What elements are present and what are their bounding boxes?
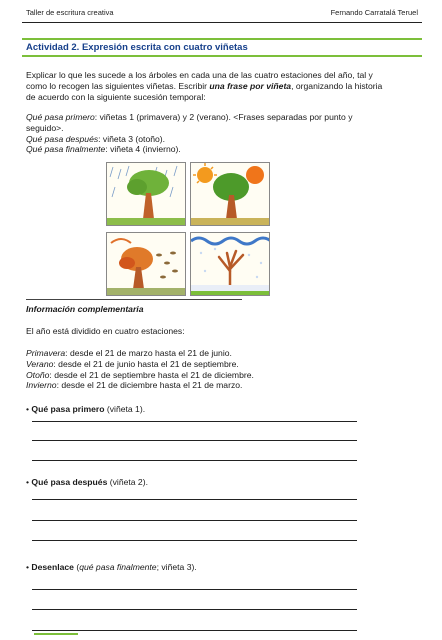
- title-rule-top: [22, 38, 422, 40]
- answer-line[interactable]: [32, 499, 357, 500]
- intro-emphasis: una frase por viñeta: [209, 80, 292, 91]
- sequence-line-2: Qué pasa después: viñeta 3 (otoño).: [26, 133, 166, 144]
- info-title: Información complementaria: [26, 304, 144, 314]
- season-spring: Primavera: desde el 21 de marzo hasta el 21 de junio.: [26, 348, 232, 358]
- question-3: • Desenlace (qué pasa finalmente; viñeta 3).: [26, 562, 197, 572]
- header-right: Fernando Carratalá Teruel: [330, 8, 418, 17]
- answer-line[interactable]: [32, 609, 357, 610]
- question-1: • Qué pasa primero (viñeta 1).: [26, 404, 146, 414]
- info-separator: [26, 299, 242, 300]
- season-autumn: Otoño: desde el 21 de septiembre hasta el 21 de diciembre.: [26, 369, 254, 380]
- answer-line[interactable]: [32, 460, 357, 461]
- sequence-line-1: Qué pasa primero: viñetas 1 (primavera) y 2 (verano). <Frases separadas por punto y: [26, 112, 353, 122]
- question-2: • Qué pasa después (viñeta 2).: [26, 477, 148, 487]
- sequence-block: [26, 112, 406, 155]
- panel-winter: [190, 232, 270, 296]
- answer-line[interactable]: [32, 421, 357, 422]
- info-intro: El año está dividido en cuatro estaciones:: [26, 326, 185, 336]
- question-3-label: Desenlace: [31, 562, 74, 572]
- page-header: [22, 8, 422, 20]
- header-rule: [22, 22, 422, 23]
- panel-summer: [190, 162, 270, 226]
- answer-line[interactable]: [32, 520, 357, 521]
- question-1-label: Qué pasa primero: [31, 404, 105, 414]
- title-rule-bottom: [22, 55, 422, 57]
- intro-paragraph: [26, 70, 406, 102]
- question-2-label: Qué pasa después: [31, 477, 108, 487]
- activity-title: Actividad 2. Expresión escrita con cuatro viñetas: [26, 42, 248, 53]
- answer-line[interactable]: [32, 589, 357, 590]
- panel-autumn: [106, 232, 186, 296]
- answer-line[interactable]: [32, 440, 357, 441]
- intro-line-1: Explicar lo que les sucede a los árboles en cada una de las cuatro estaciones del año, tal y: [26, 70, 373, 80]
- season-winter: Invierno: desde el 21 de diciembre hasta el 21 de marzo.: [26, 380, 243, 391]
- intro-line-3: de acuerdo con la siguiente sucesión temporal:: [26, 91, 206, 102]
- intro-line-2: como lo recogen las siguientes viñetas. Escribir una frase por viñeta, organizando la historia: [26, 80, 383, 91]
- season-summer: Verano: desde el 21 de junio hasta el 21 de septiembre.: [26, 358, 239, 369]
- panel-spring: [106, 162, 186, 226]
- answer-line[interactable]: [32, 630, 357, 631]
- footer-accent: [34, 633, 78, 635]
- header-left: Taller de escritura creativa: [26, 8, 114, 17]
- sequence-line-3: Qué pasa finalmente: viñeta 4 (invierno).: [26, 144, 181, 155]
- answer-line[interactable]: [32, 540, 357, 541]
- seasons-illustration: [106, 162, 270, 296]
- seasons-list: [26, 348, 406, 391]
- sequence-line-1b: seguido>.: [26, 122, 64, 133]
